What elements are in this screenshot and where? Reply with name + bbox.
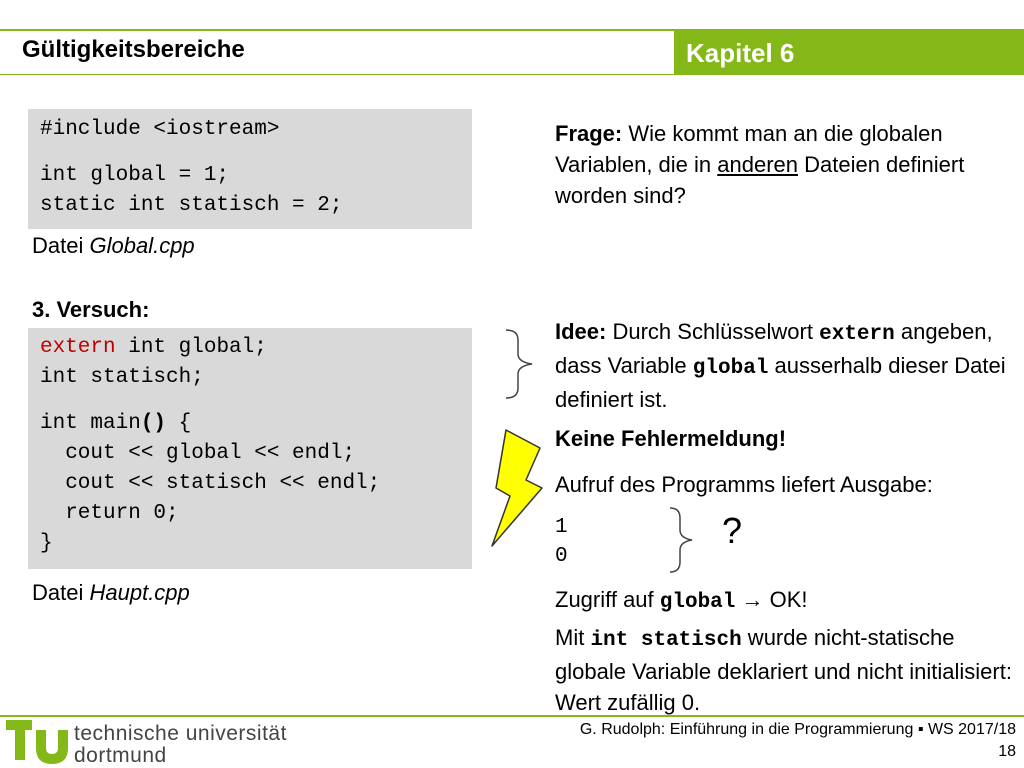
code-line: #include <iostream> <box>40 118 280 141</box>
filename: Global.cpp <box>89 233 195 258</box>
university-name-line1: technische universität <box>74 722 287 745</box>
page-title: Gültigkeitsbereiche <box>22 36 245 63</box>
footer-credit: G. Rudolph: Einführung in die Programmierung ▪ WS 2017/18 <box>579 721 1016 738</box>
output-line: 1 <box>555 516 568 539</box>
code-line: extern int global; <box>40 336 267 359</box>
output-line: 0 <box>555 545 568 568</box>
code-line: cout << global << endl; <box>40 442 356 465</box>
code-line: return 0; <box>40 502 179 525</box>
code-line: int statisch; <box>40 366 204 389</box>
code-line: } <box>40 532 53 555</box>
keyword-extern: extern <box>40 336 116 359</box>
brace-icon <box>664 504 700 576</box>
question-paragraph: Frage: Wie kommt man an die globalen Variablen, die in anderen Dateien definiert worden sind? <box>555 121 965 208</box>
idea-paragraph: Idee: Durch Schlüsselwort extern angeben, dass Variable global ausserhalb dieser Datei definiert ist. <box>555 319 1006 412</box>
chapter-badge: Kapitel 6 <box>674 31 1024 75</box>
code-line: cout << statisch << endl; <box>40 472 381 495</box>
caption-global-file: Datei Global.cpp <box>32 233 195 258</box>
program-output-intro: Aufruf des Programms liefert Ausgabe: <box>555 472 933 497</box>
lightning-bolt-icon <box>488 428 548 550</box>
header-bottom-rule <box>0 74 1024 75</box>
question-mark: ? <box>722 510 743 551</box>
filename: Haupt.cpp <box>89 580 190 605</box>
brace-icon <box>500 326 540 402</box>
page-number: 18 <box>998 743 1016 760</box>
no-error-message: Keine Fehlermeldung! <box>555 426 787 451</box>
footer-rule <box>0 715 1024 717</box>
code-line: static int statisch = 2; <box>40 194 343 217</box>
university-name-line2: dortmund <box>74 744 167 767</box>
code-line: int global = 1; <box>40 164 230 187</box>
caption-haupt-file: Datei Haupt.cpp <box>32 580 190 605</box>
code-block-global <box>28 109 472 229</box>
access-ok-note: Zugriff auf global → OK! <box>555 587 808 614</box>
code-block-haupt <box>28 328 472 569</box>
tu-logo <box>6 716 68 768</box>
attempt-label: 3. Versuch: <box>32 297 150 322</box>
explanation-paragraph: Mit int statisch wurde nicht-statische globale Variable deklariert und nicht initialisiert: Wert zufällig 0. <box>555 625 1012 715</box>
code-line: int main() { <box>40 412 192 435</box>
